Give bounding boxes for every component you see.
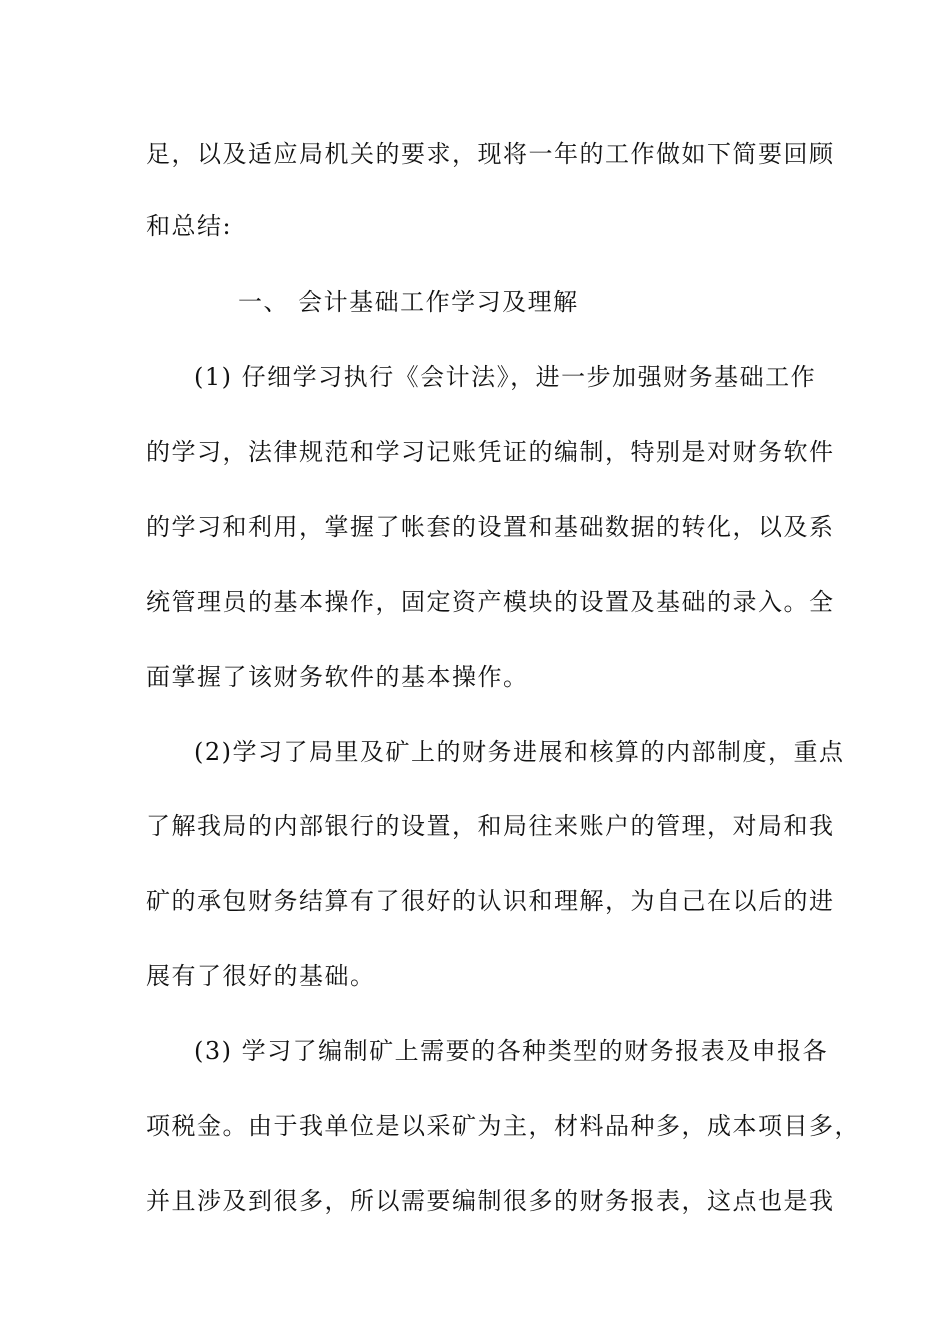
section-heading: 一、 会计基础工作学习及理解 [238, 288, 579, 316]
text-line: 了解我局的内部银行的设置，和局往来账户的管理，对局和我 [146, 812, 835, 840]
paragraph-2-start: (2)学习了局里及矿上的财务进展和核算的内部制度，重点 [194, 738, 845, 766]
text-line: 的学习和利用，掌握了帐套的设置和基础数据的转化，以及系 [146, 513, 835, 541]
text-line: 展有了很好的基础。 [146, 962, 376, 990]
paragraph-3-start: (3) 学习了编制矿上需要的各种类型的财务报表及申报各 [194, 1037, 829, 1065]
text-line: 统管理员的基本操作，固定资产模块的设置及基础的录入。全 [146, 588, 835, 616]
text-line: 项税金。由于我单位是以采矿为主，材料品种多，成本项目多， [146, 1112, 860, 1140]
text-line: 并且涉及到很多，所以需要编制很多的财务报表，这点也是我 [146, 1187, 835, 1215]
text-line: 足，以及适应局机关的要求，现将一年的工作做如下简要回顾 [146, 140, 835, 168]
text-line: 的学习，法律规范和学习记账凭证的编制，特别是对财务软件 [146, 438, 835, 466]
text-line: 和总结: [146, 212, 233, 240]
paragraph-1-start: (1) 仔细学习执行《会计法》，进一步加强财务基础工作 [194, 363, 817, 391]
text-line: 面掌握了该财务软件的基本操作。 [146, 663, 529, 691]
text-line: 矿的承包财务结算有了很好的认识和理解，为自己在以后的进 [146, 887, 835, 915]
